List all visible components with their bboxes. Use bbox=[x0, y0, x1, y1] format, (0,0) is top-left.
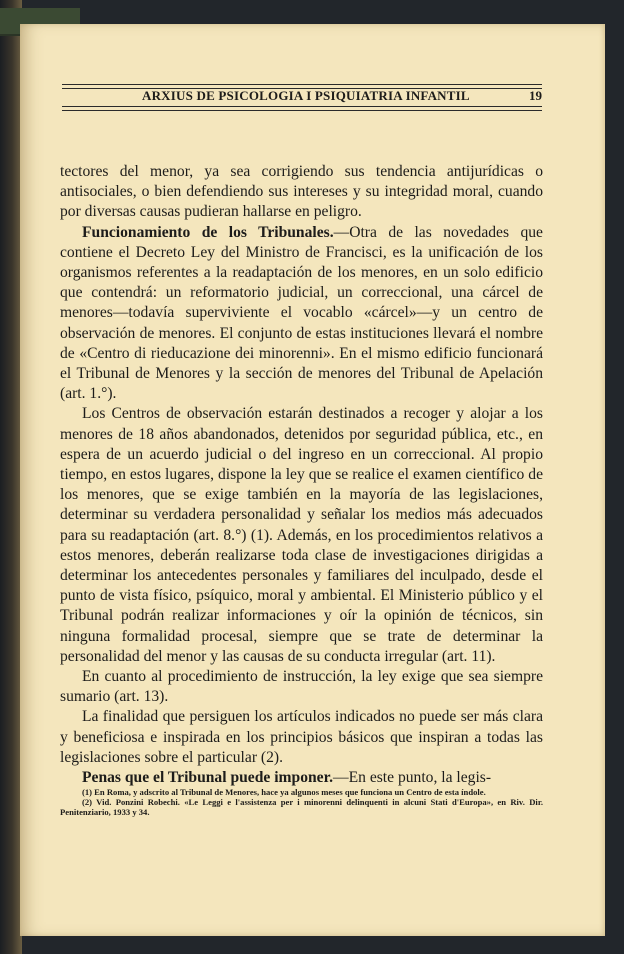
footnote-1: (1) En Roma, y adscrito al Tribunal de Menores, hace ya algunos meses que funciona un Centro de esta índole. bbox=[82, 787, 486, 797]
footnotes bbox=[60, 787, 543, 817]
paragraph-2-text: —Otra de las novedades que contiene el Decreto Ley del Ministro de Francisci, es la unificación de los organismos referentes a la readaptación de los menores, en un solo edificio que contendrá: un reformatorio judicial, un correccional, una cárcel de menores—todavía superviviente el vocablo «cárcel»—y un centro de observación de menores. El conjunto de estas instituciones llevará el nombre de «Centro di rieducazione dei minorenni». En el mismo edificio funcionará el Tribunal de Menores y la sección de menores del Tribunal de Apelación (art. 1.°). bbox=[60, 223, 543, 403]
paragraph-5-text: La finalidad que persiguen los artículos indicados no puede ser más clara y beneficiosa e inspirada en los principios básicos que inspiran a todas las legislaciones sobre el particular (2). bbox=[60, 708, 543, 766]
paragraph-3-text: Los Centros de observación estarán destinados a recoger y alojar a los menores de 18 años abandonados, detenidos por seguridad pública, etc., en espera de un acuerdo judicial o del ingreso en un correccional. Al propio tiempo, en estos lugares, dispone la ley que se realice el examen científico de los menores, que se exige también en la mayoría de las legislaciones, determinar su verdadera personalidad y señalar los medios más adecuados para su readaptación (art. 8.°) (1). Además, en los procedimientos relativos a estos menores, deberán realizarse toda clase de investigaciones dirigidas a determinar los antecedentes personales y familiares del inculpado, desde el punto de vista físico, psíquico, moral y ambiental. El Ministerio público y el Tribunal podrán realizar informaciones y oír la opinión de técnicos, sin ninguna formalidad procesal, siempre que se trate de determinar la personalidad del menor y las causas de su conducta irregular (art. 11). bbox=[60, 405, 543, 665]
paragraph-6 bbox=[60, 768, 543, 788]
footnote-2: (2) Vid. Ponzini Robechi. «Le Leggi e l'assistenza per i minorenni delinquenti in alcuni Stati d'Europa», en Riv. Dir. Penitenziario, 1933 y 34. bbox=[60, 797, 543, 817]
book-spine-shadow bbox=[0, 0, 22, 954]
section-heading-penas: Penas que el Tribunal puede imponer. bbox=[82, 769, 333, 787]
body-text bbox=[60, 162, 543, 788]
paragraph-1-text: tectores del menor, ya sea corrigiendo sus tendencia antijurídicas o antisociales, o bien defendiendo sus intereses y su integridad moral, cuando por diversas causas pudieran hallarse en peligro. bbox=[60, 163, 543, 221]
section-heading-funcionamiento: Funcionamiento de los Tribunales. bbox=[82, 223, 334, 241]
page-number: 19 bbox=[529, 88, 542, 103]
paragraph-3 bbox=[60, 404, 543, 667]
paragraph-4-text: En cuanto al procedimiento de instrucción, la ley exige que sea siempre sumario (art. 13). bbox=[60, 668, 543, 706]
header-rule-bottom bbox=[62, 106, 542, 111]
paragraph-4 bbox=[60, 667, 543, 707]
paragraph-6-text: —En este punto, la legis- bbox=[333, 769, 492, 787]
paragraph-1 bbox=[60, 162, 543, 223]
book-page bbox=[20, 24, 605, 936]
paragraph-5 bbox=[60, 707, 543, 768]
paragraph-2 bbox=[60, 223, 543, 405]
journal-title: ARXIUS DE PSICOLOGIA I PSIQUIATRIA INFANTIL bbox=[142, 88, 470, 103]
